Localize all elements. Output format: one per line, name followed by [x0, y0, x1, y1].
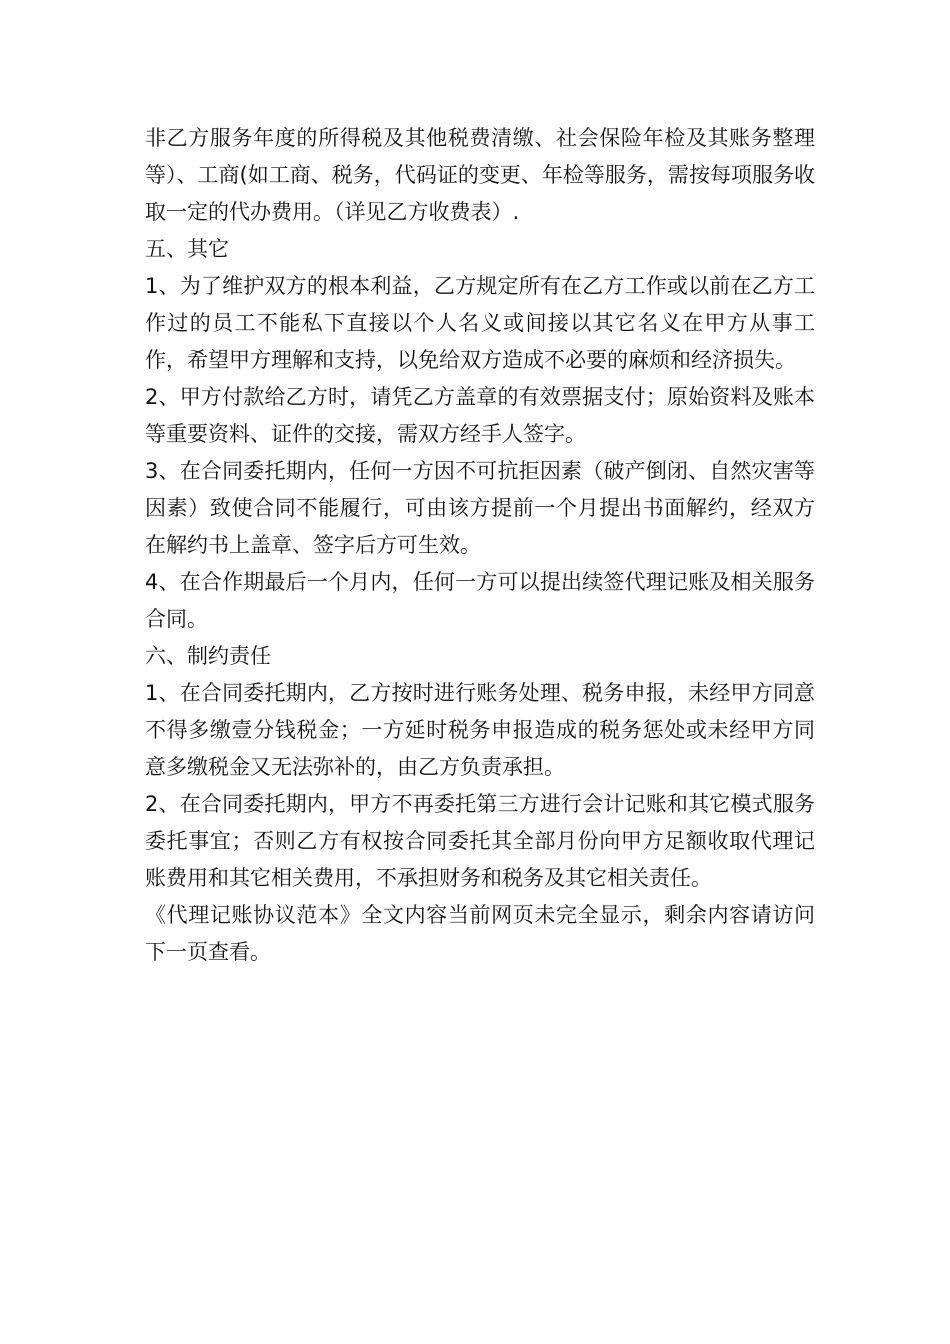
- paragraph-other-2: 2、甲方付款给乙方时，请凭乙方盖章的有效票据支付；原始资料及账本等重要资料、证件的交接，需双方经手人签字。: [145, 385, 815, 446]
- continuation-notice: 《代理记账协议范本》全文内容当前网页未完全显示，剩余内容请访问下一页查看。: [145, 903, 815, 964]
- paragraph-other-3: 3、在合同委托期内，任何一方因不可抗拒因素（破产倒闭、自然灾害等因素）致使合同不能履行，可由该方提前一个月提出书面解约，经双方在解约书上盖章、签字后方可生效。: [145, 459, 815, 557]
- paragraph-other-4: 4、在合作期最后一个月内，任何一方可以提出续签代理记账及相关服务合同。: [145, 570, 815, 631]
- paragraph-other-1: 1、为了维护双方的根本利益，乙方规定所有在乙方工作或以前在乙方工作过的员工不能私下直接以个人名义或间接以其它名义在甲方从事工作，希望甲方理解和支持，以免给双方造成不必要的麻烦和经济损失。: [145, 274, 815, 372]
- section-heading-other: 五、其它: [145, 237, 229, 261]
- paragraph-liability-1: 1、在合同委托期内，乙方按时进行账务处理、税务申报，未经甲方同意不得多缴壹分钱税金；一方延时税务申报造成的税务惩处或未经甲方同意多缴税金又无法弥补的，由乙方负责承担。: [145, 681, 815, 779]
- document-body: [145, 120, 815, 971]
- paragraph-service-fees: 非乙方服务年度的所得税及其他税费清缴、社会保险年检及其账务整理等）、工商(如工商、税务，代码证的变更、年检等服务，需按每项服务收取一定的代办费用。（详见乙方收费表）.: [145, 126, 815, 224]
- section-heading-liability: 六、制约责任: [145, 644, 271, 668]
- paragraph-liability-2: 2、在合同委托期内，甲方不再委托第三方进行会计记账和其它模式服务委托事宜；否则乙方有权按合同委托其全部月份向甲方足额收取代理记账费用和其它相关费用，不承担财务和税务及其它相关责任。: [145, 792, 815, 890]
